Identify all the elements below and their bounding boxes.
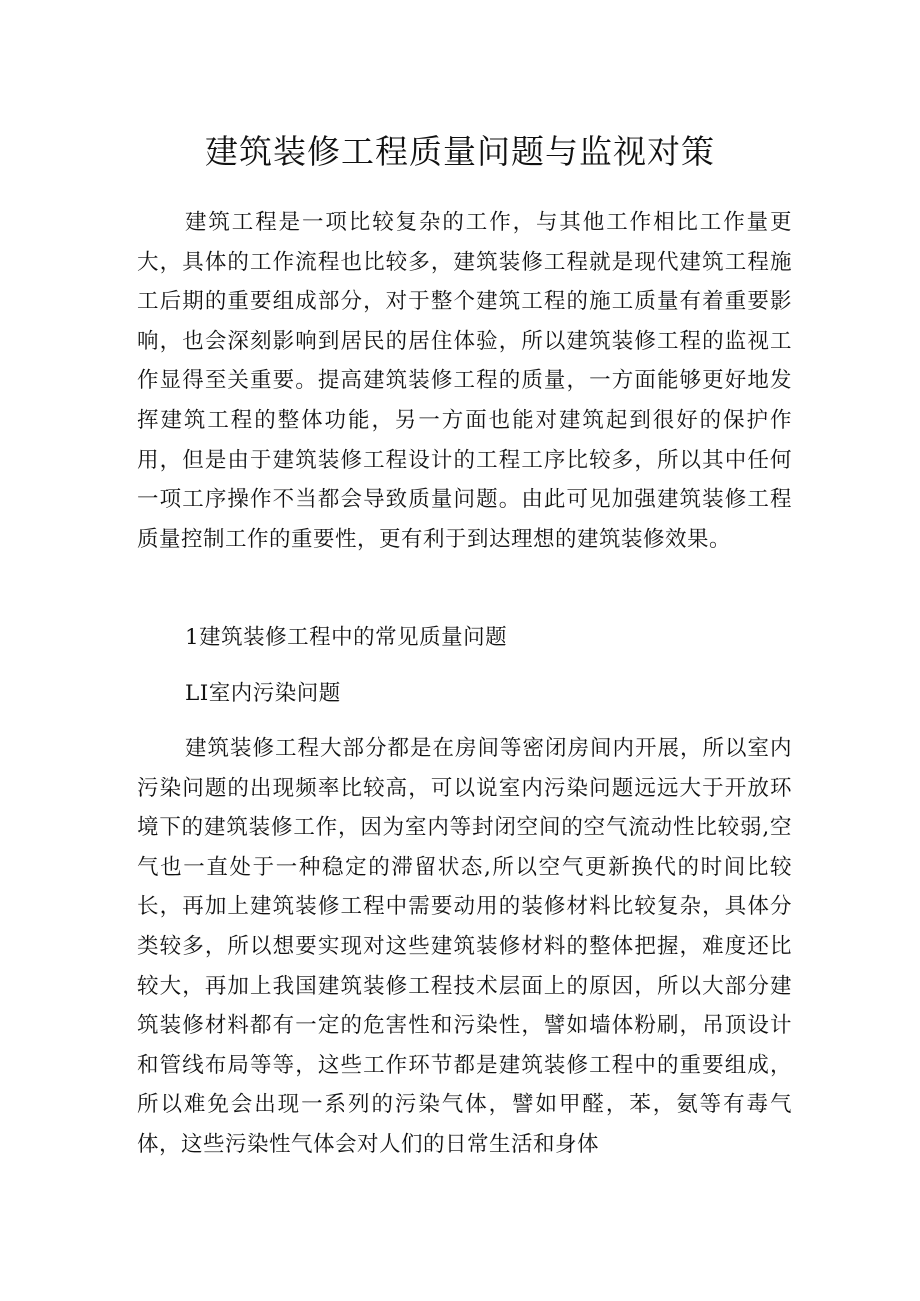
subsection-heading: LI室内污染问题	[185, 681, 341, 706]
document-title: 建筑装修工程质量问题与监视对策	[205, 132, 715, 171]
intro-paragraph: 建筑工程是一项比较复杂的工作，与其他工作相比工作量更大，具体的工作流程也比较多，建筑装修工程就是现代建筑工程施工后期的重要组成部分，对于整个建筑工程的施工质量有着重要影响，也会深刻影响到居民的居住体验，所以建筑装修工程的监视工作显得至关重要。提高建筑装修工程的质量，一方面能够更好地发挥建筑工程的整体功能，另一方面也能对建筑起到很好的保护作用，但是由于建筑装修工程设计的工程工序比较多，所以其中任何一项工序操作不当都会导致质量问题。由此可见加强建筑装修工程质量控制工作的重要性，更有利于到达理想的建筑装修效果。	[137, 210, 792, 552]
body-paragraph: 建筑装修工程大部分都是在房间等密闭房间内开展，所以室内污染问题的出现频率比较高，可以说室内污染问题远远大于开放环境下的建筑装修工作，因为室内等封闭空间的空气流动性比较弱,空气也一直处于一种稳定的滞留状态,所以空气更新换代的时间比较长，再加上建筑装修工程中需要动用的装修材料比较复杂，具体分类较多，所以想要实现对这些建筑装修材料的整体把握，难度还比较大，再加上我国建筑装修工程技术层面上的原因，所以大部分建筑装修材料都有一定的危害性和污染性，譬如墙体粉刷，吊顶设计和管线布局等等，这些工作环节都是建筑装修工程中的重要组成，所以难免会出现一系列的污染气体，譬如甲醛，苯，氨等有毒气体，这些污染性气体会对人们的日常生活和身体	[137, 736, 792, 1157]
section-heading: 1建筑装修工程中的常见质量问题	[185, 625, 508, 650]
